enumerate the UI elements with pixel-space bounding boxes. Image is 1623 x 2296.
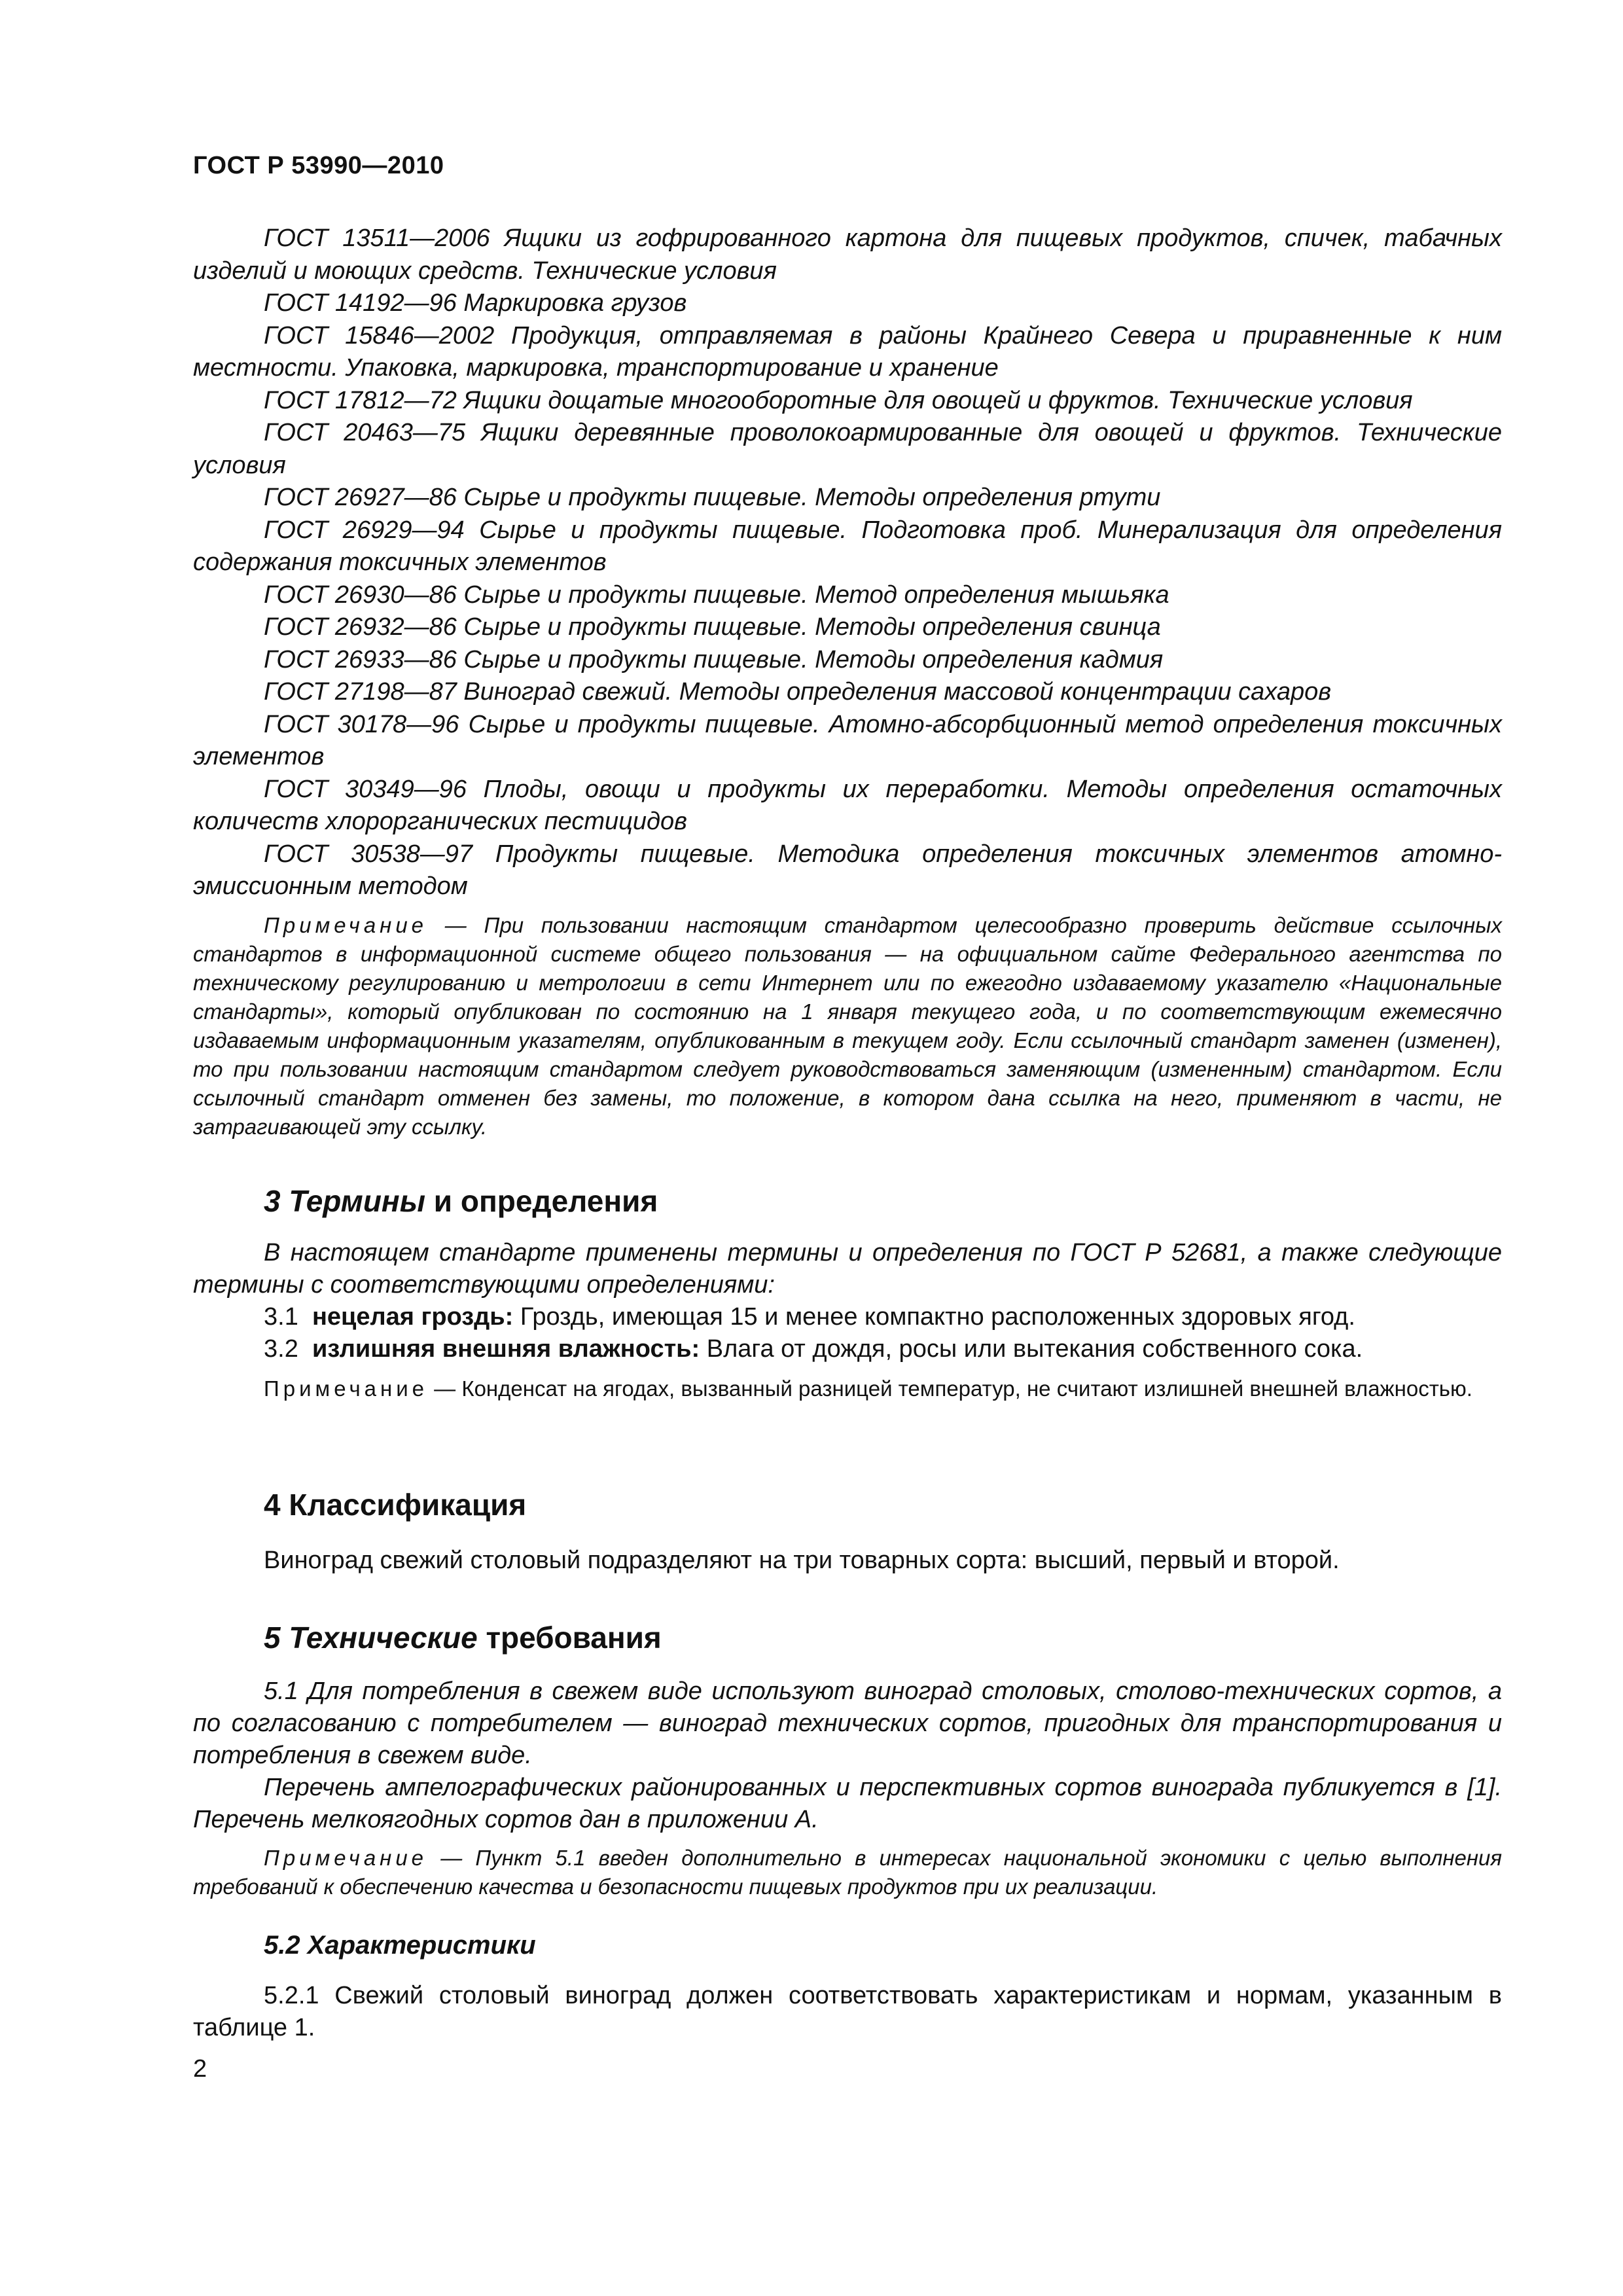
subsection-5-2-heading: 5.2 Характеристики <box>264 1931 536 1960</box>
section-5-1-list: Перечень ампелографических районированных и перспективных сортов винограда публикуется в [1]. Перечень мелкоягодных сортов дан в приложении А. <box>193 1774 1502 1833</box>
reference-item: ГОСТ 17812—72 Ящики дощатые многооборотные для овощей и фруктов. Технические условия <box>264 386 1413 414</box>
normative-references-list <box>193 223 1502 903</box>
section-5-note: Примечание — Пункт 5.1 введен дополнительно в интересах национальной экономики с целью выполнения требований к обеспечению качества и безопасности пищевых продуктов при их реализации. <box>193 1846 1502 1899</box>
reference-item: ГОСТ 30178—96 Сырье и продукты пищевые. Атомно-абсорбционный метод определения токсичных элементов <box>193 710 1502 770</box>
note-text: — При пользовании настоящим стандартом целесообразно проверить действие ссылочных стандартов в информационной системе общего пользования — на официальном сайте Федерального агентства по техническому регулированию и метрологии в сети Интернет или по ежегодно издаваемому указателю «Национальные стандарты», который опубликован по состоянию на 1 января текущего года, и по соответствующим ежемесячно издаваемым информационным указателям, опубликованным в текущем году. Если ссылочный стандарт заменен (изменен), то при пользовании настоящим стандартом следует руководствоваться заменяющим (измененным) стандартом. Если ссылочный стандарт отменен без замены, то положение, в котором дана ссылка на него, применяют в части, не затрагивающей эту ссылку. <box>193 913 1502 1139</box>
reference-item: ГОСТ 26933—86 Сырье и продукты пищевые. Методы определения кадмия <box>264 645 1164 673</box>
subsection-5-2-body <box>193 1980 1502 2044</box>
section-4-heading: 4 Классификация <box>264 1488 527 1522</box>
reference-item: ГОСТ 13511—2006 Ящики из гофрированного картона для пищевых продуктов, спичек, табачных изделий и моющих средств. Технические условия <box>193 224 1502 285</box>
section-3-note: Примечание — Конденсат на ягодах, вызванный разницей температур, не считают излишней внешней влажностью. <box>264 1376 1472 1401</box>
reference-item: ГОСТ 26929—94 Сырье и продукты пищевые. Подготовка проб. Минерализация для определения содержания токсичных элементов <box>193 516 1502 576</box>
reference-item: ГОСТ 20463—75 Ящики деревянные проволокоармированные для овощей и фруктов. Технические условия <box>193 419 1502 479</box>
note-label: Примечание <box>264 913 428 937</box>
page-number: 2 <box>193 2055 207 2083</box>
section-3-heading: 3 Термины и определения <box>264 1184 658 1218</box>
section-4-text: Виноград свежий столовый подразделяют на три товарных сорта: высший, первый и второй. <box>264 1547 1340 1574</box>
document-code-header: ГОСТ Р 53990—2010 <box>193 152 444 179</box>
reference-item: ГОСТ 14192—96 Маркировка грузов <box>264 289 687 317</box>
section-3-intro: В настоящем стандарте применены термины и определения по ГОСТ Р 52681, а также следующие термины с соответствующими определениями: <box>193 1239 1502 1299</box>
reference-item: ГОСТ 26932—86 Сырье и продукты пищевые. Методы определения свинца <box>264 613 1161 641</box>
reference-item: ГОСТ 30349—96 Плоды, овощи и продукты их переработки. Методы определения остаточных количеств хлорорганических пестицидов <box>193 775 1502 835</box>
reference-item: ГОСТ 26930—86 Сырье и продукты пищевые. Метод определения мышьяка <box>264 581 1169 609</box>
term-3-1: 3.1 нецелая гроздь: Гроздь, имеющая 15 и менее компактно расположенных здоровых ягод. <box>264 1303 1355 1331</box>
references-note <box>193 911 1502 1141</box>
term-3-2: 3.2 излишняя внешняя влажность: Влага от дождя, росы или вытекания собственного сока. <box>264 1335 1363 1363</box>
reference-item: ГОСТ 30538—97 Продукты пищевые. Методика определения токсичных элементов атомно-эмиссионным методом <box>193 840 1502 900</box>
reference-item: ГОСТ 27198—87 Виноград свежий. Методы определения массовой концентрации сахаров <box>264 678 1332 706</box>
section-5-1: 5.1 Для потребления в свежем виде используют виноград столовых, столово-технических сортов, а по согласованию с потребителем — виноград технических сортов, пригодных для транспортирования и потребления в свежем виде. <box>193 1677 1502 1769</box>
section-5-heading: 5 Технические требования <box>264 1621 662 1655</box>
reference-item: ГОСТ 26927—86 Сырье и продукты пищевые. Методы определения ртути <box>264 484 1161 511</box>
reference-item: ГОСТ 15846—2002 Продукция, отправляемая в районы Крайнего Севера и приравненные к ним местности. Упаковка, маркировка, транспортирование и хранение <box>193 321 1502 382</box>
section-5-body <box>193 1676 1502 1901</box>
section-3-body <box>193 1237 1502 1403</box>
section-4-body <box>193 1545 1502 1577</box>
section-5-2-1: 5.2.1 Свежий столовый виноград должен соответствовать характеристикам и нормам, указанным в таблице 1. <box>193 1982 1502 2041</box>
